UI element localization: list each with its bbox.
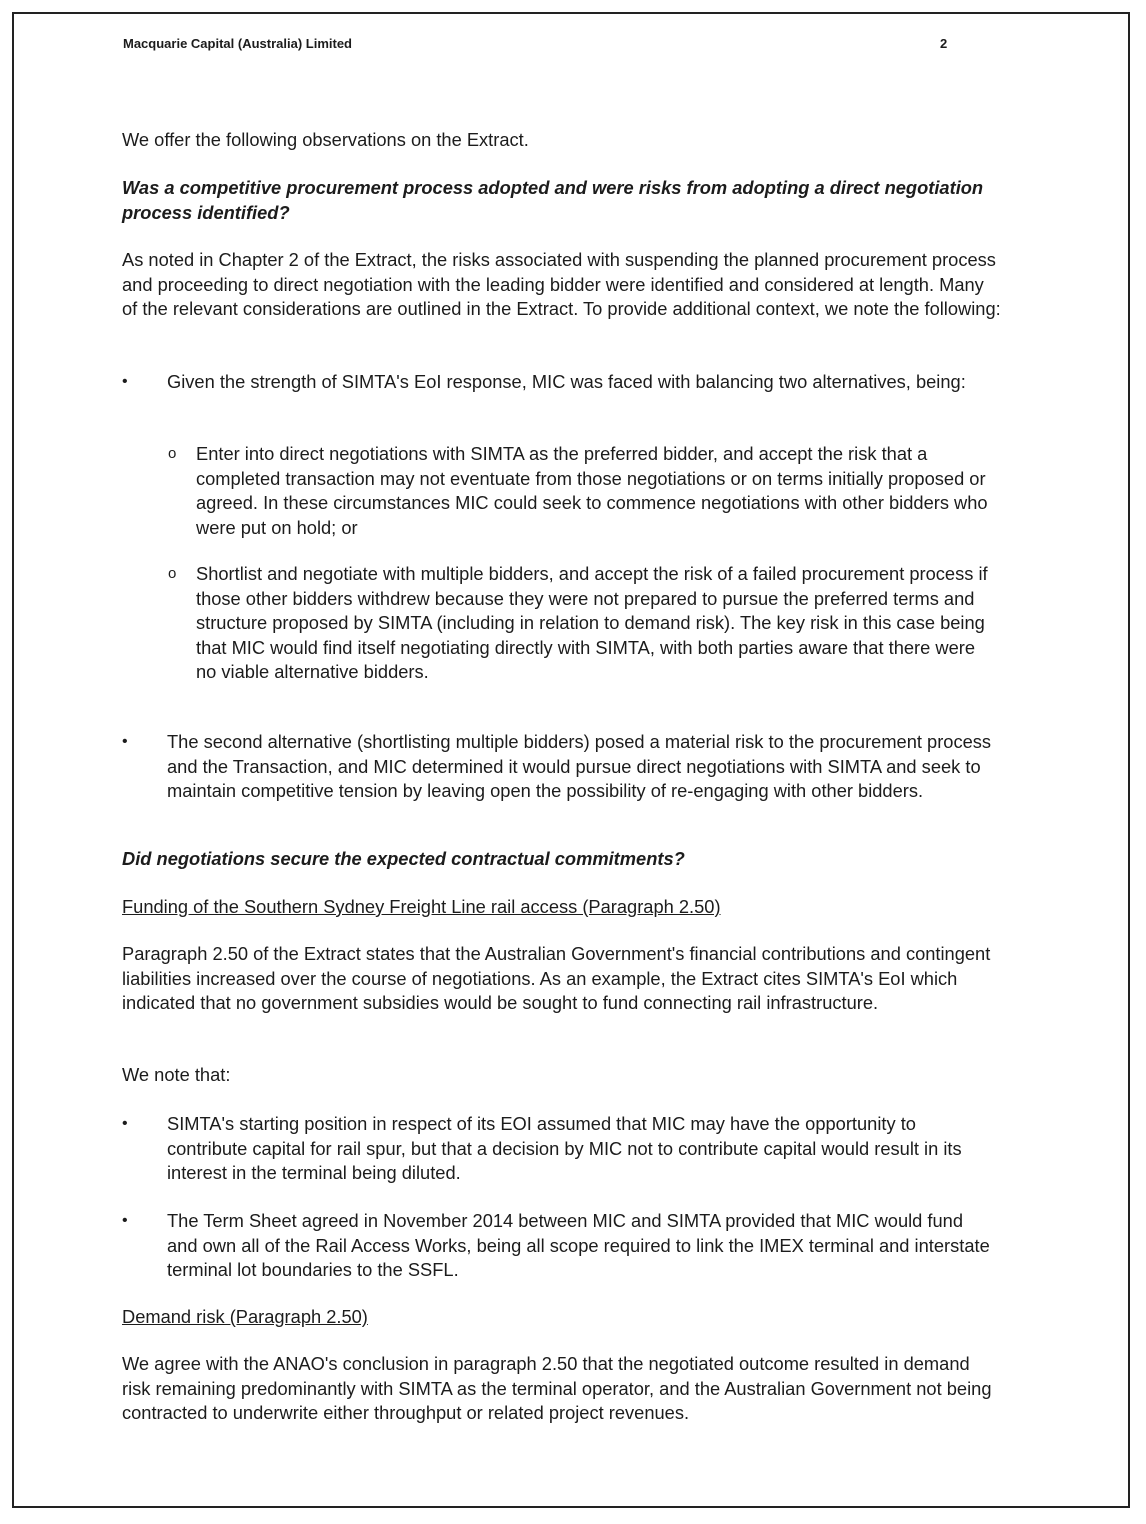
section1-paragraph: As noted in Chapter 2 of the Extract, the risks associated with suspending the planned procurement process and proceeding to direct negotiation with the leading bidder were identified and considered at length. Many of the relevant considerations are outlined in the Extract. To provide additional context, we note the following: xyxy=(122,249,1001,319)
sub-bullet-marker: o xyxy=(168,565,177,582)
section1-sub-bullet-1: Enter into direct negotiations with SIMTA as the preferred bidder, and accept the risk that a completed transaction may not eventuate from those negotiations or on terms initially proposed or agreed. In these circumstances MIC could seek to commence negotiations with other bidders who were put on hold; or xyxy=(196,443,988,538)
bullet-marker: • xyxy=(122,733,128,750)
funding-subheading: Funding of the Southern Sydney Freight Line rail access (Paragraph 2.50) xyxy=(122,896,721,917)
section2-heading: Did negotiations secure the expected contractual commitments? xyxy=(122,848,685,869)
sub-bullet-marker: o xyxy=(168,445,177,462)
demand-risk-subheading: Demand risk (Paragraph 2.50) xyxy=(122,1306,368,1327)
section2-bullet-1: SIMTA's starting position in respect of its EOI assumed that MIC may have the opportunity to contribute capital for rail spur, but that a decision by MIC not to contribute capital would result in its interest in the terminal being diluted. xyxy=(167,1113,962,1183)
section1-heading: Was a competitive procurement process adopted and were risks from adopting a direct negotiation process identified? xyxy=(122,177,984,223)
demand-risk-paragraph: We agree with the ANAO's conclusion in paragraph 2.50 that the negotiated outcome resulted in demand risk remaining predominantly with SIMTA as the terminal operator, and the Australian Government not being contracted to underwrite either throughput or related project revenues. xyxy=(122,1353,992,1423)
note-intro: We note that: xyxy=(122,1064,231,1085)
bullet-marker: • xyxy=(122,1115,128,1132)
section2-bullet-2: The Term Sheet agreed in November 2014 between MIC and SIMTA provided that MIC would fund and own all of the Rail Access Works, being all scope required to link the IMEX terminal and interstate terminal lot boundaries to the SSFL. xyxy=(167,1210,990,1280)
header-company-name: Macquarie Capital (Australia) Limited xyxy=(123,36,352,51)
intro-paragraph: We offer the following observations on the Extract. xyxy=(122,129,529,150)
funding-paragraph: Paragraph 2.50 of the Extract states that the Australian Government's financial contributions and contingent liabilities increased over the course of negotiations. As an example, the Extract cites SIMTA's EoI which indicated that no government subsidies would be sought to fund connecting rail infrastructure. xyxy=(122,943,991,1013)
bullet-marker: • xyxy=(122,1212,128,1229)
section1-bullet-2: The second alternative (shortlisting multiple bidders) posed a material risk to the procurement process and the Transaction, and MIC determined it would pursue direct negotiations with SIMTA and seek to maintain competitive tension by leaving open the possibility of re-engaging with other bidders. xyxy=(167,731,992,801)
section1-sub-bullet-2: Shortlist and negotiate with multiple bidders, and accept the risk of a failed procurement process if those other bidders withdrew because they were not prepared to pursue the preferred terms and structure proposed by SIMTA (including in relation to demand risk). The key risk in this case being that MIC would find itself negotiating directly with SIMTA, with both parties aware that there were no viable alternative bidders. xyxy=(196,563,988,682)
bullet-marker: • xyxy=(122,373,128,390)
section1-bullet-1: Given the strength of SIMTA's EoI response, MIC was faced with balancing two alternatives, being: xyxy=(167,371,966,392)
page-number: 2 xyxy=(940,36,948,51)
